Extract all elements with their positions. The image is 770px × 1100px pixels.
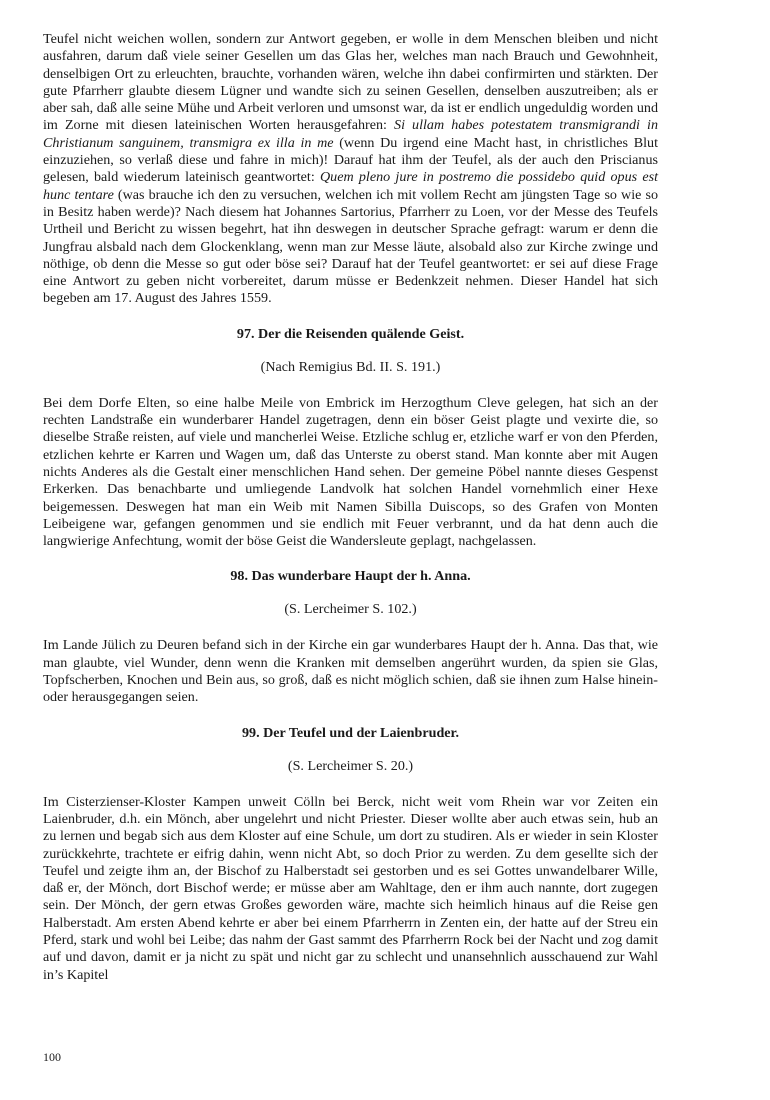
section-99-text: Im Cisterzienser-Kloster Kampen unweit Cölln bei Berck, nicht weit vom Rhein war vor Zeiten ein Laienbruder, d.h. ein Mönch, aber ungelehrt und nicht Priester. Dieser wollte aber auch etwas sein, hub an zu lernen und begab sich aus dem Kloster auf eine Schule, um dort zu studiren. Als er wieder in sein Kloster zurückkehrte, trachtete er eifrig dahin, wenn nicht Abt, so doch Prior zu werden. Zu dem gesellte sich der Teufel und zeigte ihm an, der Bischof zu Halberstadt sei gestorben und es sei Gottes unwandelbarer Wille, daß er, der Mönch, dort Bischof werde; er müsse aber am Wahltage, den er ihm auch nannte, dort zugegen sein. Der Mönch, der gern etwas Großes geworden wäre, machte sich heimlich hinaus auf die Reise gen Halberstadt. Am ersten Abend kehrte er aber bei einem Pfarrherrn in Zenten ein, der hatte auf der Streu ein Pferd, stark und wohl bei Leibe; das nahm der Gast sammt des Pfarrherrn Rock bei der Nacht und zog damit auf und davon, damit er ja nicht zu spät und nicht gar zu schlecht und unansehnlich ausschauend zur Wahl in’s Kapitel	[43, 793, 658, 983]
continuation-paragraph	[43, 31, 658, 308]
section-99-title: 99. Der Teufel und der Laienbruder.	[241, 724, 460, 741]
section-97-source: (Nach Remigius Bd. II. S. 191.)	[260, 358, 441, 375]
continuation-text-2: (wenn Du irgend eine Macht hast, in christliches Blut einzuziehen, so verlaß diese und fahre in mich)! Darauf hat ihm der Teufel, als der auch den Priscianus gelesen, bald wiederum lateinisch geantwortet:	[43, 134, 658, 186]
continuation-text-3: (was brauche ich den zu versuchen, welchen ich mit vollem Recht am jüngsten Tage so wie so in Besitz haben werde)? Nach diesem hat Johannes Sartorius, Pfarrherr zu Loen, vor der Messe des Teufels Urtheil und Bericht zu wissen begehrt, hat ihn deswegen in deutscher Sprache gefragt: warum er denn die Jungfrau alsbald nach dem Glockenklang, wenn man zur Messe läute, alsobald also zur Kirche zwinge und nöthige, ob denn die Messe so gut oder böse sei? Darauf hat der Teufel geantwortet: er sei auf diese Frage eine Antwort zu geben nicht vorbereitet, darum müsse er Bedenkzeit nehmen. Dieser Handel hat sich begeben am 17. August des Jahres 1559.	[43, 186, 658, 307]
section-98-text: Im Lande Jülich zu Deuren befand sich in der Kirche ein gar wunderbares Haupt der h. Anna. Das that, wie man glaubte, viel Wunder, denn wenn die Kranken mit demselben angerührt wurden, da spien sie Glas, Topfscherben, Knochen und Bein aus, so groß, daß es nicht möglich schien, daß sie ihnen zum Halse hinein- oder herausgegangen seien.	[43, 637, 658, 706]
section-99-source: (S. Lercheimer S. 20.)	[287, 757, 414, 774]
continuation-text-1: Teufel nicht weichen wollen, sondern zur Antwort gegeben, er wolle in dem Menschen bleiben und nicht ausfahren, darum daß viele seiner Gesellen um das Glas her, welches man nach Brauch und Gewohnheit, denselbigen Ort zu erleuchten, brauchte, vorhanden wären, welche ihn dabei confirmirten und stärkten. Der gute Pfarrherr glaubte diesem Lügner und wandte sich zu seinen Gesellen, denselben auszutreiben; als er aber sah, daß alle seine Mühe und Arbeit verloren und umsonst war, da ist er endlich ungeduldig worden und im Zorne mit diesen lateinischen Worten herausgefahren:	[43, 31, 658, 134]
section-98-source: (S. Lercheimer S. 102.)	[284, 601, 417, 618]
latin-quote-1: Si ullam habes potestatem transmigrandi in Christianum sanguinem, transmigra ex illa in me	[43, 117, 658, 151]
page-number: 100	[43, 1050, 61, 1064]
section-97-title: 97. Der die Reisenden quälende Geist.	[236, 325, 465, 342]
page-content	[43, 31, 658, 984]
section-97-text: Bei dem Dorfe Elten, so eine halbe Meile von Embrick im Herzogthum Cleve gelegen, hat sich an der rechten Landstraße ein wunderbarer Handel zugetragen, denn ein böser Geist plagte und vexirte die, so dieselbe Straße reisten, auf viele und mancherlei Weise. Etzliche schlug er, etzliche warf er von den Pferden, etzlichen kehrte er Karren und Wagen um, daß das Unterste zu oberst stand. Man konnte aber mit Augen nichts Anderes als die Gestalt einer menschlichen Hand sehen. Der gemeine Pöbel nannte dieses Gespenst Erkerken. Das benachbarte und umliegende Landvolk hat solchen Handel vornehmlich einer Hexe beigemessen. Deswegen hat man ein Weib mit Namen Sibilla Duiscops, so des Grafen von Monten Leibeigene war, gefangen genommen und sie endlich mit Feuer verbrannt, und da hat denn auch die langwierige Anfechtung, womit der böse Geist die Wandersleute geplagt, nachgelassen.	[43, 394, 658, 550]
latin-quote-2: Quem pleno jure in postremo die possidebo quid opus est hunc tentare	[43, 169, 658, 203]
section-98-title: 98. Das wunderbare Haupt der h. Anna.	[230, 568, 471, 585]
